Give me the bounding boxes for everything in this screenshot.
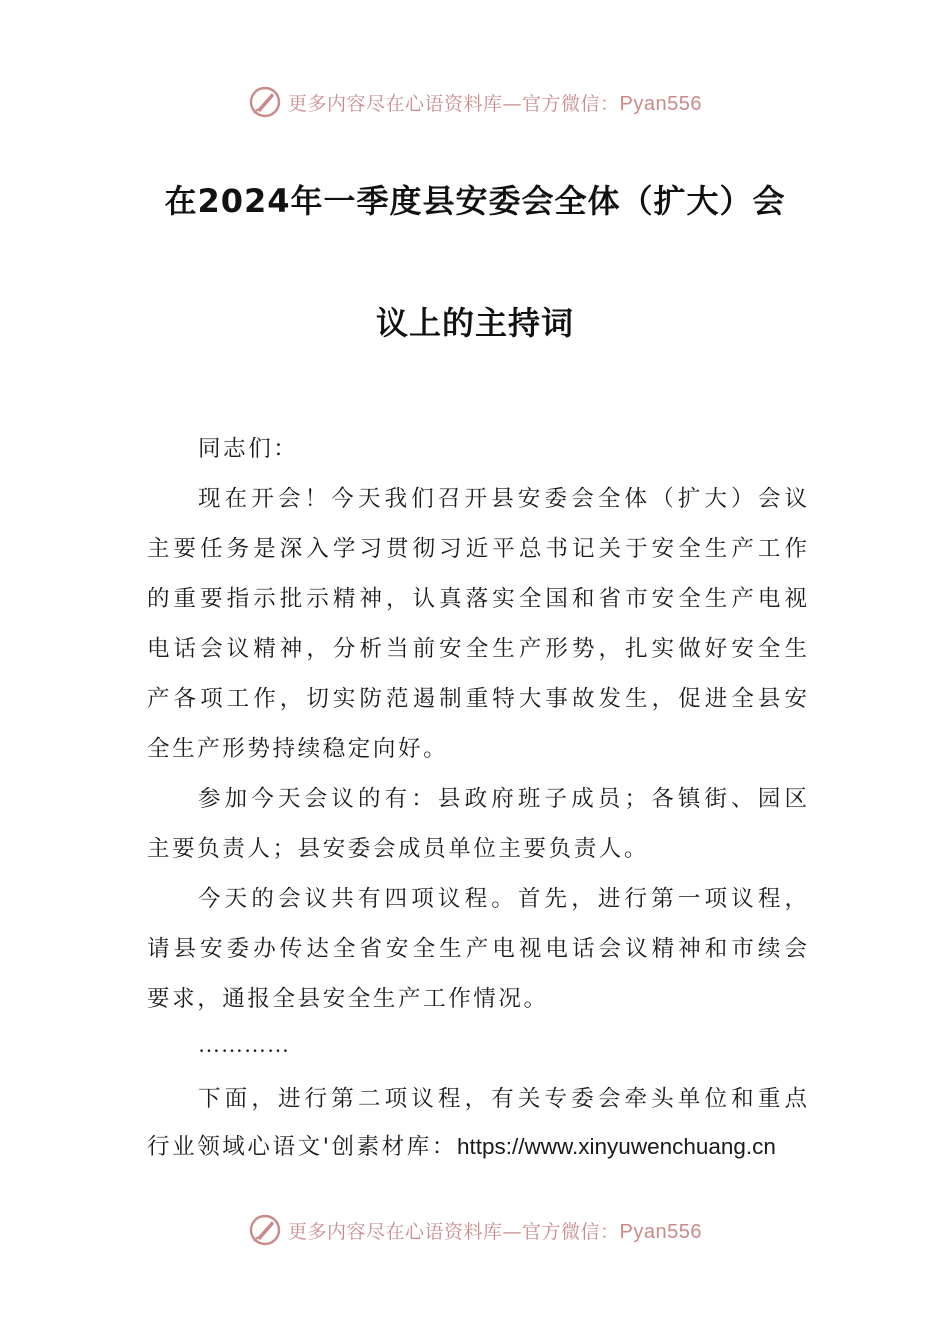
paragraph-line: 今天的会议共有四项议程。首先，进行第一项议程， bbox=[198, 886, 807, 912]
paragraph-line-with-url: 行业领域心语文'创素材库：https://www.xinyuwenchuang.cn bbox=[147, 1134, 776, 1160]
paragraph-line: 请县安委办传达全省安全生产电视电话会议精神和市续会 bbox=[147, 936, 807, 962]
paragraph-line: 要求，通报全县安全生产工作情况。 bbox=[147, 986, 549, 1012]
footer-watermark bbox=[0, 1210, 950, 1250]
quill-logo-icon bbox=[248, 85, 282, 119]
watermark-wechat-id: Pyan556 bbox=[619, 92, 702, 115]
source-url: https://www.xinyuwenchuang.cn bbox=[457, 1134, 776, 1159]
paragraph-line: 现在开会！今天我们召开县安委会全体（扩大）会议 bbox=[198, 486, 807, 512]
quill-logo-icon bbox=[248, 1213, 282, 1247]
ellipsis-line: ………… bbox=[198, 1032, 290, 1057]
paragraph-line: 主要任务是深入学习贯彻习近平总书记关于安全生产工作 bbox=[147, 536, 807, 562]
paragraph-line: 全生产形势持续稳定向好。 bbox=[147, 736, 449, 762]
paragraph-line: 产各项工作，切实防范遏制重特大事故发生，促进全县安 bbox=[147, 686, 807, 712]
paragraph-line: 的重要指示批示精神，认真落实全国和省市安全生产电视 bbox=[147, 586, 807, 612]
paragraph-line: 主要负责人；县安委会成员单位主要负责人。 bbox=[147, 836, 650, 862]
watermark-text: 更多内容尽在心语资料库—官方微信：Pyan556 bbox=[288, 92, 702, 115]
document-title-line-1: 在2024年一季度县安委会全体（扩大）会 bbox=[164, 182, 786, 220]
header-watermark bbox=[0, 82, 950, 122]
salutation: 同志们： bbox=[198, 436, 299, 462]
watermark-wechat-id: Pyan556 bbox=[619, 1220, 702, 1243]
paragraph-line: 下面，进行第二项议程，有关专委会牵头单位和重点 bbox=[198, 1086, 807, 1112]
paragraph-line: 参加今天会议的有：县政府班子成员；各镇街、园区 bbox=[198, 786, 807, 812]
document-title-line-2: 议上的主持词 bbox=[375, 304, 574, 342]
paragraph-line: 电话会议精神，分析当前安全生产形势，扎实做好安全生 bbox=[147, 636, 807, 662]
watermark-text: 更多内容尽在心语资料库—官方微信：Pyan556 bbox=[288, 1220, 702, 1243]
